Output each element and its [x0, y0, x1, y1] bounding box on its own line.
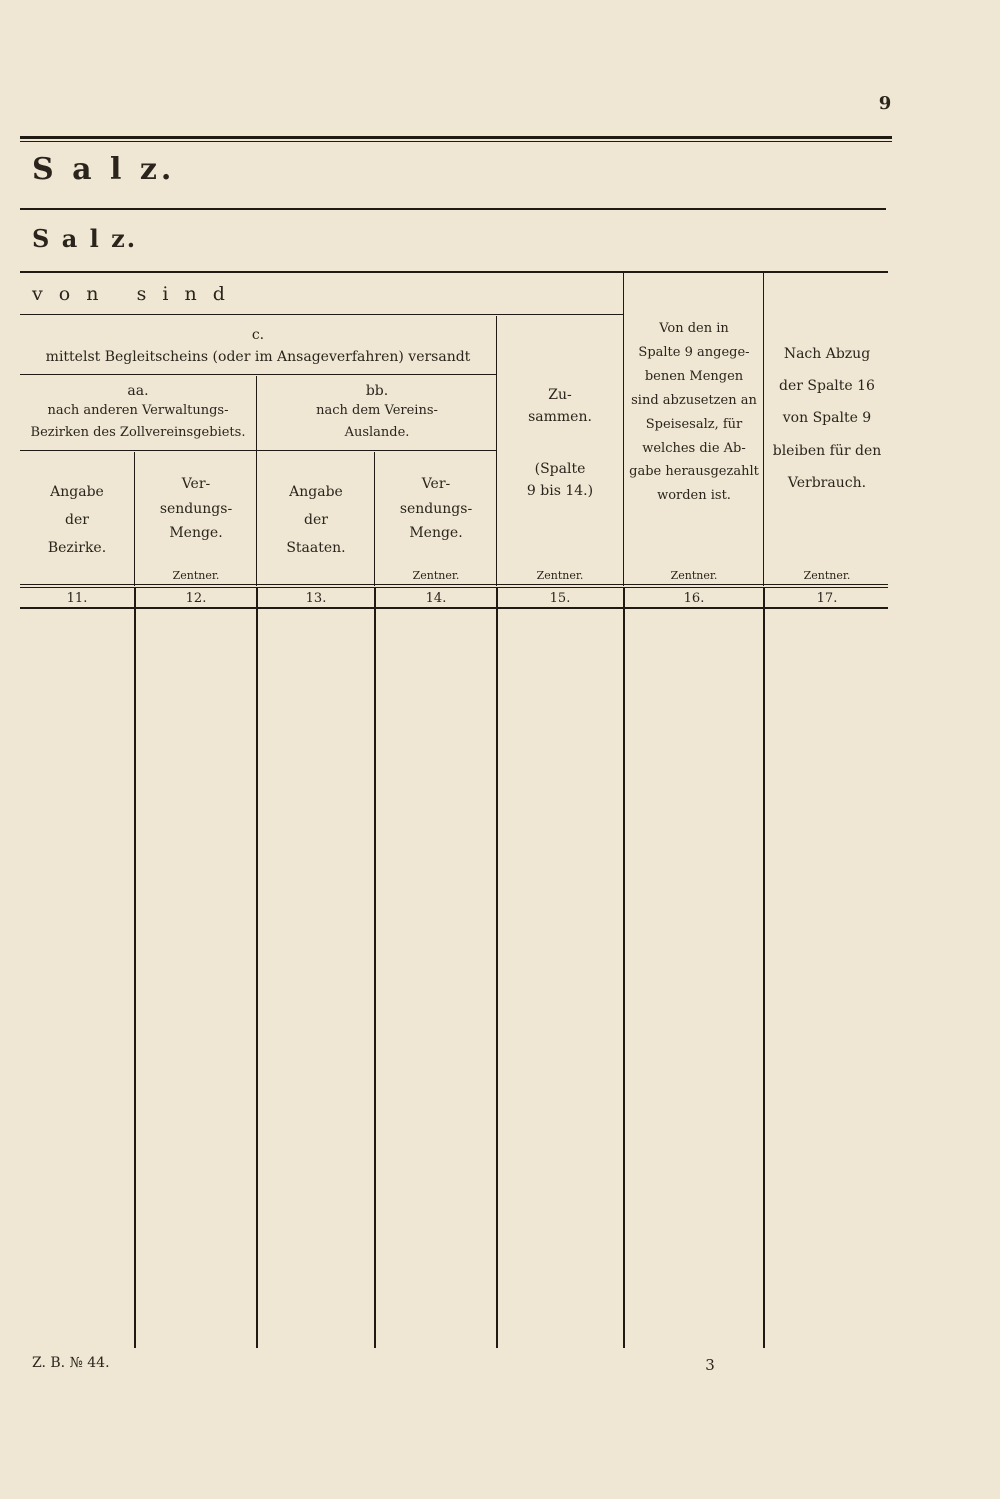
- divider-14-15: [496, 588, 498, 1348]
- col11-line: Angabe: [50, 484, 104, 500]
- col15-header-bottom: [498, 458, 622, 503]
- col14-line: sendungs-: [399, 500, 473, 517]
- col11-line: Bezirke.: [47, 540, 107, 556]
- rule-header-bottom-2: [20, 587, 888, 588]
- title-sub: S a l z.: [32, 224, 138, 253]
- divider-16-17: [763, 588, 765, 1348]
- title-main: S a l z.: [32, 152, 176, 187]
- rule-under-title: [20, 208, 886, 210]
- divider-15-16: [623, 588, 625, 1348]
- divider-16-17-header: [763, 273, 764, 586]
- col16-line: welches die Ab-: [642, 440, 746, 456]
- section-aa-line1: nach anderen Verwaltungs-: [47, 403, 229, 418]
- col16-line: Von den in: [659, 321, 729, 336]
- col15-line: (Spalte: [534, 461, 586, 477]
- col11-header: [20, 478, 134, 562]
- col17-line: bleiben für den: [772, 442, 882, 459]
- rule-under-c: [20, 374, 496, 375]
- col14-unit: Zentner.: [412, 569, 460, 582]
- col12-line: Ver-: [181, 476, 211, 492]
- col14-line: Ver-: [421, 476, 451, 492]
- col16-line: Spalte 9 angege-: [638, 344, 750, 360]
- divider-11-12-header: [134, 452, 135, 586]
- rule-table-top: [20, 271, 888, 273]
- col12-number: 12.: [185, 591, 207, 606]
- col17-line: von Spalte 9: [782, 410, 872, 427]
- col13-number: 13.: [305, 591, 327, 606]
- section-c-text: mittelst Begleitscheins (oder im Ansageverfahren) versandt: [45, 349, 471, 365]
- col17-unit: Zentner.: [803, 569, 851, 582]
- rule-under-von-sind: [20, 314, 624, 315]
- col14-header: [376, 472, 496, 546]
- page-number: 9: [878, 93, 892, 114]
- col16-header: [626, 317, 762, 508]
- col15-unit: Zentner.: [536, 569, 584, 582]
- col12-line: Menge.: [169, 525, 223, 541]
- divider-13-14-header: [374, 452, 375, 586]
- col13-header: [258, 478, 374, 562]
- col15-line: sammen.: [528, 409, 592, 426]
- rule-body-top: [20, 607, 888, 609]
- col15-number: 15.: [549, 591, 571, 606]
- col11-number: 11.: [66, 591, 88, 606]
- col13-line: der: [304, 512, 328, 528]
- col16-number: 16.: [683, 591, 705, 606]
- col14-line: Menge.: [409, 525, 463, 541]
- col17-line: der Spalte 16: [779, 378, 875, 395]
- col16-unit: Zentner.: [670, 569, 718, 582]
- col17-header: [766, 338, 888, 499]
- col15-line: Zu-: [548, 387, 572, 403]
- col12-unit: Zentner.: [172, 569, 220, 582]
- col12-header: [136, 472, 256, 546]
- divider-15-16-header: [623, 273, 624, 586]
- col16-line: Speisesalz, für: [645, 416, 743, 432]
- col16-line: worden ist.: [657, 488, 731, 504]
- col15-line: 9 bis 14.): [526, 483, 594, 500]
- top-rule-thin: [20, 141, 892, 142]
- col15-header-top: [498, 384, 622, 429]
- divider-11-12: [134, 588, 136, 1348]
- col17-line: Verbrauch.: [787, 474, 867, 491]
- col16-line: benen Mengen: [644, 368, 744, 384]
- von-sind-label: v o n s i n d: [32, 283, 230, 305]
- rule-under-aa-bb: [20, 450, 496, 451]
- col14-number: 14.: [425, 591, 447, 606]
- section-bb-letter: bb.: [365, 383, 389, 399]
- section-bb-line1: nach dem Vereins-: [316, 403, 438, 418]
- divider-12-13-header: [256, 376, 257, 586]
- col16-line: gabe herausgezahlt: [629, 464, 759, 480]
- top-rule: [20, 136, 892, 139]
- col16-line: sind abzusetzen an: [631, 392, 757, 408]
- section-aa-line2: Bezirken des Zollvereinsgebiets.: [30, 425, 246, 440]
- section-c-letter: c.: [251, 327, 265, 343]
- divider-13-14: [374, 588, 376, 1348]
- col13-line: Staaten.: [286, 540, 346, 556]
- section-aa-letter: aa.: [127, 383, 149, 399]
- footer-sheet-number: 3: [705, 1356, 715, 1374]
- footer-signature: Z. B. № 44.: [32, 1355, 110, 1371]
- col11-line: der: [65, 512, 89, 528]
- divider-14-15-header: [496, 316, 497, 586]
- col17-number: 17.: [816, 591, 838, 606]
- col12-line: sendungs-: [159, 500, 233, 517]
- divider-12-13: [256, 588, 258, 1348]
- rule-header-bottom: [20, 584, 888, 585]
- col13-line: Angabe: [289, 484, 343, 500]
- section-bb-line2: Auslande.: [344, 425, 410, 440]
- col17-line: Nach Abzug: [783, 346, 871, 362]
